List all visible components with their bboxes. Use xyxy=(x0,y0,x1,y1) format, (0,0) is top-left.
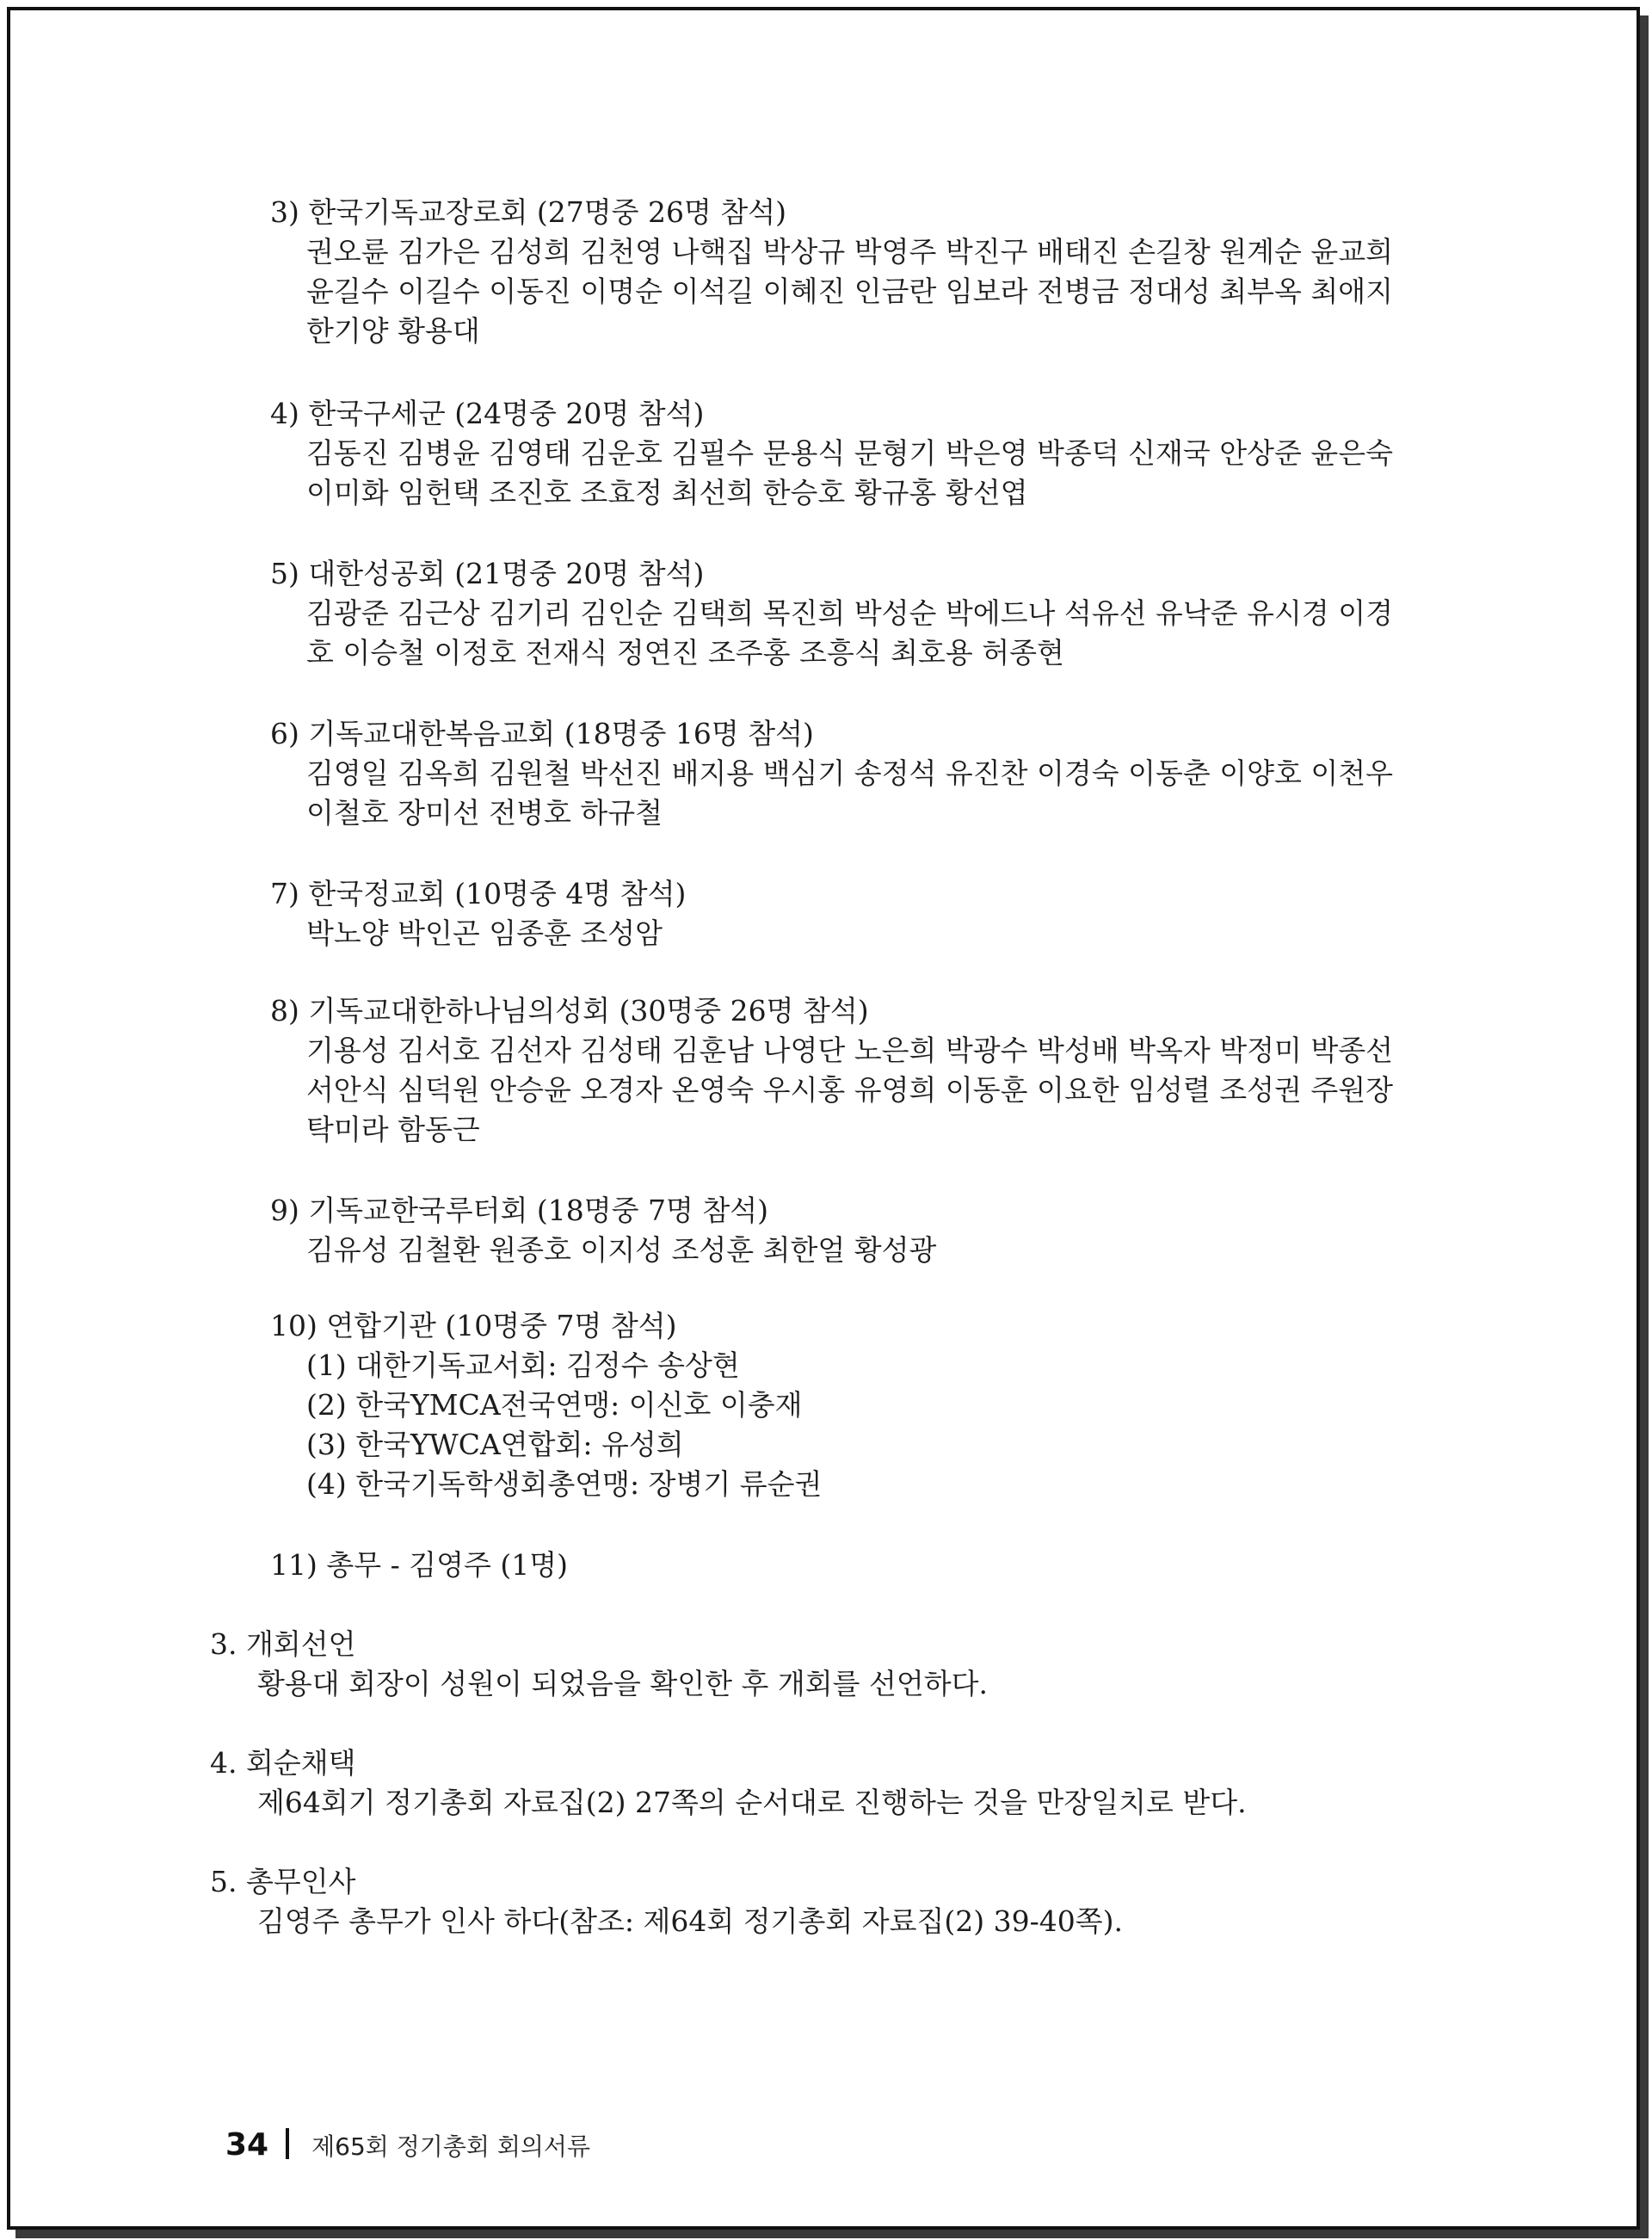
group-4 xyxy=(270,394,1406,513)
member-names: 김광준 김근상 김기리 김인순 김택희 목진희 박성순 박에드나 석유선 유낙준 유시경 이경호 이승철 이정호 전재식 정연진 조주홍 조흥식 최호용 허종현 xyxy=(306,596,1393,670)
section-heading: 4. 회순채택 xyxy=(210,1746,356,1780)
footer-divider xyxy=(286,2128,289,2159)
group-heading: 9) 기독교한국루터회 (18명중 7명 참석) xyxy=(270,1194,768,1227)
member-names: 기용성 김서호 김선자 김성태 김훈남 나영단 노은희 박광수 박성배 박옥자 박정미 박종선 서안식 심덕원 안승윤 오경자 온영숙 우시홍 유영희 이동훈 이요한 임성렬 조성권 주원장 탁미라 함동근 xyxy=(306,1034,1393,1146)
section-heading: 3. 개회선언 xyxy=(210,1627,356,1661)
group-heading: 6) 기독교대한복음교회 (18명중 16명 참석) xyxy=(270,717,814,750)
member-names: 김영일 김옥희 김원철 박선진 배지용 백심기 송정석 유진찬 이경숙 이동춘 이양호 이천우 이철호 장미선 전병호 하규철 xyxy=(306,756,1393,830)
group-8 xyxy=(270,991,1406,1150)
group-6 xyxy=(270,714,1406,833)
section-agenda xyxy=(210,1743,1415,1823)
page-number: 34 xyxy=(225,2127,269,2163)
affiliated-item: (4) 한국기독학생회총연맹: 장병기 류순권 xyxy=(306,1467,823,1501)
member-names: 권오륜 김가은 김성희 김천영 나핵집 박상규 박영주 박진구 배태진 손길창 원계순 윤교희 윤길수 이길수 이동진 이명순 이석길 이혜진 인금란 임보라 전병금 정대성 최부옥 최애지 한기양 황용대 xyxy=(306,235,1393,348)
group-7 xyxy=(270,874,1406,953)
group-heading: 3) 한국기독교장로회 (27명중 26명 참석) xyxy=(270,195,786,229)
member-names: 박노양 박인곤 임종훈 조성암 xyxy=(306,916,663,950)
page-frame xyxy=(7,7,1640,2230)
group-5 xyxy=(270,554,1406,673)
footer-title: 제65회 정기총회 회의서류 xyxy=(311,2132,591,2161)
group-heading: 7) 한국정교회 (10명중 4명 참석) xyxy=(270,877,687,910)
group-heading: 10) 연합기관 (10명중 7명 참석) xyxy=(270,1309,677,1342)
affiliated-item: (3) 한국YWCA연합회: 유성희 xyxy=(306,1428,684,1461)
secretary-line: 11) 총무 - 김영주 (1명) xyxy=(270,1548,568,1582)
group-3 xyxy=(270,193,1406,351)
section-opening xyxy=(210,1625,1415,1704)
section-body: 김영주 총무가 인사 하다(참조: 제64회 정기총회 자료집(2) 39-40쪽). xyxy=(257,1904,1123,1938)
group-9 xyxy=(270,1191,1406,1270)
group-heading: 5) 대한성공회 (21명중 20명 참석) xyxy=(270,557,705,590)
group-heading: 8) 기독교대한하나님의성회 (30명중 26명 참석) xyxy=(270,994,869,1027)
group-11-secretary xyxy=(270,1546,1406,1585)
page-content xyxy=(10,10,1637,2226)
group-heading: 4) 한국구세군 (24명중 20명 참석) xyxy=(270,397,705,430)
member-names: 김동진 김병윤 김영태 김운호 김필수 문용식 문형기 박은영 박종덕 신재국 안상준 윤은숙 이미화 임헌택 조진호 조효정 최선희 한승호 황규홍 황선엽 xyxy=(306,436,1393,509)
section-body: 황용대 회장이 성원이 되었음을 확인한 후 개회를 선언하다. xyxy=(257,1667,988,1700)
affiliated-item: (1) 대한기독교서회: 김정수 송상현 xyxy=(306,1348,740,1382)
section-body: 제64회기 정기총회 자료집(2) 27쪽의 순서대로 진행하는 것을 만장일치로 받다. xyxy=(257,1786,1247,1819)
section-greeting xyxy=(210,1862,1415,1941)
affiliated-item: (2) 한국YMCA전국연맹: 이신호 이충재 xyxy=(306,1388,803,1422)
group-10-affiliated xyxy=(270,1306,1406,1504)
page-footer xyxy=(225,2127,590,2163)
section-heading: 5. 총무인사 xyxy=(210,1865,356,1898)
member-names: 김유성 김철환 원종호 이지성 조성훈 최한얼 황성광 xyxy=(306,1233,937,1267)
